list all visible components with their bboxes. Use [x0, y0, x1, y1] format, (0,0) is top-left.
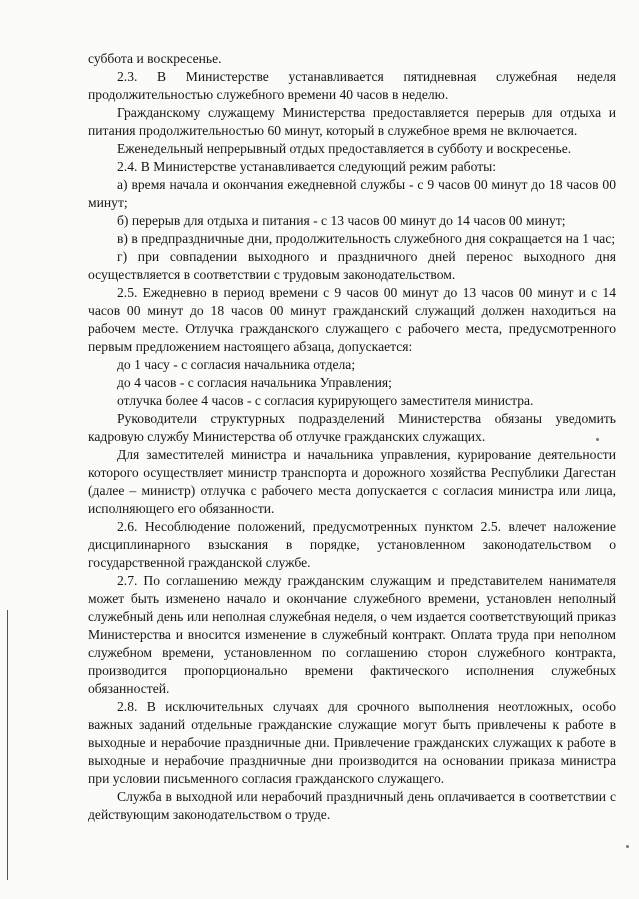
- paragraph-16: 2.7. По соглашению между гражданским служащим и представителем нанимателя может быть изменено начало и окончание служебного времени, установлен неполный служебный день или неполная служебная неделя, о чем издается соответствующий приказ Министерства и вносится изменение в служебный контракт. Оплата труда при неполном служебном времени, установленном по соглашению сторон служебного контракта, производится пропорционально времени фактического исполнения служебных обязанностей.: [88, 573, 616, 696]
- document-body: [88, 50, 616, 824]
- paragraph-15: 2.6. Несоблюдение положений, предусмотренных пунктом 2.5. влечет наложение дисциплинарного взыскания в порядке, установленном законодательством о государственной гражданской службе.: [88, 519, 616, 570]
- paragraph-10: до 1 часу - с согласия начальника отдела;: [117, 357, 356, 372]
- paragraph-4: 2.4. В Министерстве устанавливается следующий режим работы:: [117, 159, 497, 174]
- paragraph-1: 2.3. В Министерстве устанавливается пятидневная служебная неделя продолжительностью служебного времени 40 часов в неделю.: [88, 69, 616, 102]
- paragraph-9: 2.5. Ежедневно в период времени с 9 часов 00 минут до 13 часов 00 минут и с 14 часов 00 минут до 18 часов 00 минут гражданский служащий должен находиться на рабочем месте. Отлучка гражданского служащего с рабочего места, предусмотренного первым предложением настоящего абзаца, допускается:: [88, 285, 616, 354]
- paragraph-12: отлучка более 4 часов - с согласия курирующего заместителя министра.: [117, 393, 534, 408]
- paragraph-2: Гражданскому служащему Министерства предоставляется перерыв для отдыха и питания продолжительностью 60 минут, который в служебное время не включается.: [88, 105, 616, 138]
- paragraph-5: а) время начала и окончания ежедневной службы - с 9 часов 00 минут до 18 часов 00 минут;: [88, 177, 616, 210]
- paragraph-17: 2.8. В исключительных случаях для срочного выполнения неотложных, особо важных заданий отдельные гражданские служащие могут быть привлечены к работе в выходные и нерабочие праздничные дни. Привлечение гражданских служащих к работе в выходные и нерабочие праздничные дни производится на основании приказа министра при условии письменного согласия гражданского служащего.: [88, 699, 616, 786]
- paragraph-14: Для заместителей министра и начальника управления, курирование деятельности которого осуществляет министр транспорта и дорожного хозяйства Республики Дагестан (далее – министр) отлучка с рабочего места допускается с согласия министра или лица, исполняющего его обязанности.: [88, 447, 616, 516]
- scan-speck: [626, 845, 629, 848]
- scan-edge-line: [7, 610, 8, 880]
- paragraph-18: Служба в выходной или нерабочий праздничный день оплачивается в соответствии с действующим законодательством о труде.: [88, 789, 616, 822]
- paragraph-7: в) в предпраздничные дни, продолжительность служебного дня сокращается на 1 час;: [117, 231, 616, 246]
- paragraph-11: до 4 часов - с согласия начальника Управления;: [117, 375, 392, 390]
- paragraph-13: Руководители структурных подразделений Министерства обязаны уведомить кадровую службу Министерства об отлучке гражданских служащих.: [88, 411, 616, 444]
- paragraph-8: г) при совпадении выходного и праздничного дней перенос выходного дня осуществляется в соответствии с трудовым законодательством.: [88, 249, 616, 282]
- paragraph-6: б) перерыв для отдыха и питания - с 13 часов 00 минут до 14 часов 00 минут;: [117, 213, 566, 228]
- scan-speck: [596, 438, 599, 441]
- paragraph-0: суббота и воскресенье.: [88, 51, 222, 66]
- paragraph-3: Еженедельный непрерывный отдых предоставляется в субботу и воскресенье.: [117, 141, 572, 156]
